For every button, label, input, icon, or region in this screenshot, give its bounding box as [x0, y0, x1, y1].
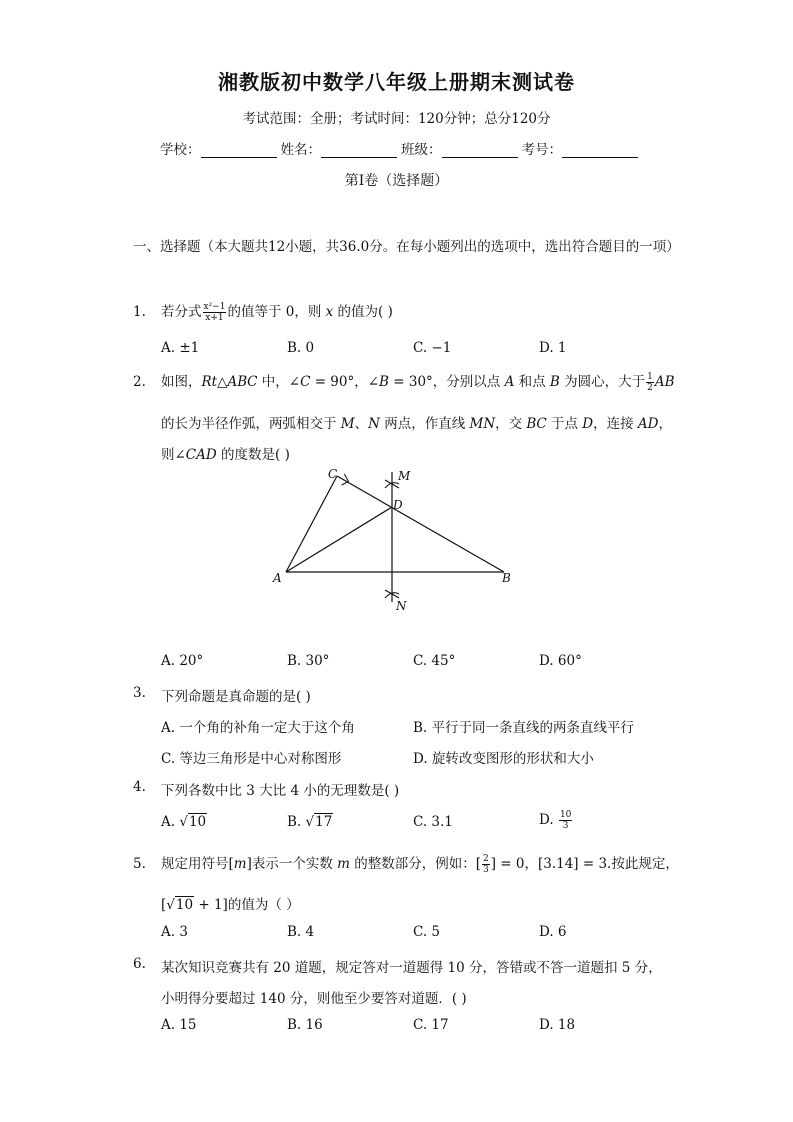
question-5-number: 5.: [133, 856, 146, 872]
exam-info: 考试范围：全册；考试时间：120分钟；总分120分: [242, 111, 551, 127]
q5-frac-den: 3: [483, 865, 489, 875]
question-2-line-3: 则∠𝐶𝐴𝐷 的度数是( ): [161, 447, 290, 463]
q5-option-a[interactable]: A. 3: [161, 924, 188, 940]
question-4-text: 下列各数中比 3 大比 4 小的无理数是( ): [161, 783, 400, 799]
q2-fraction: [646, 372, 654, 393]
q1-option-a[interactable]: A. ±1: [161, 340, 200, 356]
q4-d-fraction: [559, 810, 572, 831]
school-blank[interactable]: [201, 143, 277, 158]
q4-option-d[interactable]: [539, 810, 573, 831]
q4-b-prefix: B.: [287, 814, 302, 830]
q6-option-a[interactable]: A. 15: [161, 1017, 197, 1033]
label-b: B: [502, 571, 511, 585]
exam-number-label: 考号：: [521, 142, 562, 158]
q5-option-c[interactable]: C. 5: [413, 924, 441, 940]
q4-option-c[interactable]: C. 3.1: [413, 814, 453, 830]
section-heading: 一、选择题（本大题共12小题，共36.0分。在每小题列出的选项中，选出符合题目的一项）: [133, 239, 680, 255]
exam-number-field: [522, 138, 639, 158]
segment-cb: [337, 476, 504, 572]
q2-frac-num: 1: [647, 372, 653, 382]
label-d: D: [393, 498, 403, 512]
segment-ad: [286, 507, 392, 572]
q2-option-a[interactable]: A. 20°: [161, 653, 204, 669]
q4-d-frac-den: 3: [562, 821, 569, 831]
question-5-line-2: [161, 893, 300, 913]
question-2-line-2: 的长为半径作弧，两弧相交于 𝑀、𝑁 两点，作直线 𝑀𝑁，交 𝐵𝐶 于点 𝐷，连接 𝐴𝐷，: [161, 416, 672, 432]
q3-option-d[interactable]: D. 旋转改变图形的形状和大小: [413, 751, 594, 767]
segment-ac: [286, 476, 337, 572]
q6-option-d[interactable]: D. 18: [539, 1017, 576, 1033]
question-1-text: [161, 300, 393, 323]
question-6-line-1: 某次知识竞赛共有 20 道题，规定答对一道题得 10 分，答错或不答一道题扣 5 分，: [161, 960, 662, 976]
q4-b-radicand: 17: [315, 814, 333, 830]
name-blank[interactable]: [321, 143, 397, 158]
school-label: 学校：: [160, 142, 201, 158]
q2-option-c[interactable]: C. 45°: [413, 653, 456, 669]
part-title: 第I卷（选择题）: [344, 173, 449, 189]
q4-b-sqrt: √17: [305, 814, 333, 830]
q3-option-a[interactable]: A. 一个角的补角一定大于这个角: [161, 720, 355, 736]
q2-line1-pre: 如图，𝑅𝑡△𝐴𝐵𝐶 中，∠𝐶 = 90°，∠𝐵 = 30°，分别以点 𝐴 和点 𝐵 为圆心，大于: [161, 374, 646, 390]
question-1-number: 1.: [133, 304, 146, 320]
q5-line1-post: ] = 0，[3.14] = 3.按此规定，: [490, 856, 679, 872]
q3-option-c[interactable]: C. 等边三角形是中心对称图形: [161, 751, 342, 767]
question-5-line-1: [161, 852, 679, 875]
q5-radicand: 10: [175, 897, 194, 913]
student-info-row: [160, 138, 642, 158]
class-blank[interactable]: [442, 143, 518, 158]
question-6-number: 6.: [133, 956, 146, 972]
q6-option-b[interactable]: B. 16: [287, 1017, 323, 1033]
q1-option-d[interactable]: D. 1: [539, 340, 567, 356]
q5-line2-pre: [: [161, 897, 167, 913]
question-3-number: 3.: [133, 685, 146, 701]
q2-option-d[interactable]: D. 60°: [539, 653, 582, 669]
q1-post: 的值等于 0，则 𝑥 的值为( ): [227, 304, 393, 320]
label-a: A: [273, 571, 282, 585]
class-field: [401, 138, 518, 158]
q4-option-a[interactable]: [161, 814, 207, 830]
question-3-text: 下列命题是真命题的是( ): [161, 689, 311, 705]
question-4-number: 4.: [133, 779, 146, 795]
q2-option-b[interactable]: B. 30°: [287, 653, 330, 669]
q1-option-b[interactable]: B. 0: [287, 340, 315, 356]
q1-option-c[interactable]: C. −1: [413, 340, 452, 356]
label-m: M: [398, 469, 411, 483]
question-2-line-1: [161, 370, 675, 393]
q2-frac-den: 2: [647, 383, 653, 393]
q4-a-radicand: 10: [188, 814, 207, 830]
class-label: 班级：: [401, 142, 442, 158]
q5-fraction: [482, 854, 490, 875]
question-6-line-2: 小明得分要超过 140 分，则他至少要答对道题．( ): [161, 991, 467, 1007]
q1-pre: 若分式: [161, 304, 202, 320]
q6-option-c[interactable]: C. 17: [413, 1017, 449, 1033]
q4-a-sqrt: √10: [179, 814, 207, 830]
q4-d-frac-num: 10: [559, 810, 572, 820]
q5-option-d[interactable]: D. 6: [539, 924, 567, 940]
q5-frac-num: 2: [483, 854, 489, 864]
q4-a-prefix: A.: [161, 814, 176, 830]
q1-fraction: [203, 302, 227, 323]
label-n: N: [396, 599, 407, 613]
q3-option-b[interactable]: B. 平行于同一条直线的两条直线平行: [413, 720, 635, 736]
q1-frac-num: x²−1: [203, 302, 226, 312]
q1-frac-den: x+1: [205, 313, 224, 323]
q5-line1-pre: 规定用符号[𝑚]表示一个实数 𝑚 的整数部分，例如：[: [161, 856, 481, 872]
exam-number-blank[interactable]: [562, 143, 638, 158]
page-title: 湘教版初中数学八年级上册期末测试卷: [218, 70, 575, 94]
name-label: 姓名：: [280, 142, 321, 158]
school-field: [160, 138, 277, 158]
q4-option-b[interactable]: [287, 814, 333, 830]
q4-d-prefix: D.: [539, 812, 554, 828]
triangle-figure: [268, 462, 528, 618]
q5-line2-post: + 1]的值为（ ）: [194, 897, 300, 913]
q2-line1-post: 𝐴𝐵: [654, 374, 675, 390]
q5-option-b[interactable]: B. 4: [287, 924, 315, 940]
question-2-number: 2.: [133, 374, 146, 390]
label-c: C: [328, 467, 338, 481]
q5-sqrt: √10: [166, 897, 194, 913]
name-field: [281, 138, 398, 158]
